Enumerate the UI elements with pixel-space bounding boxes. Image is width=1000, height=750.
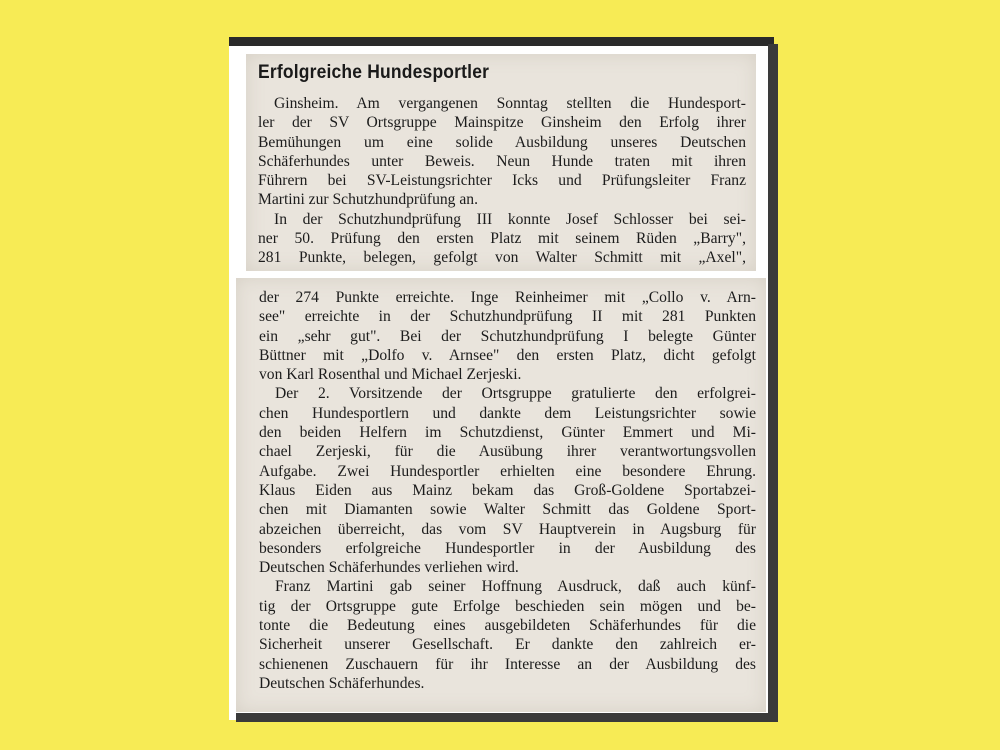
article-line: tonte die Bedeutung eines ausgebildeten Schäferhundes für die xyxy=(259,617,756,635)
article-line: Schäferhundes unter Beweis. Neun Hunde traten mit ihren xyxy=(258,152,746,170)
article-line: tig der Ortsgruppe gute Erfolge beschieden sein mögen und be- xyxy=(259,597,756,615)
article-line: see" erreichte in der Schutzhundprüfung II mit 281 Punkten xyxy=(259,308,756,326)
article-line: Klaus Eiden aus Mainz bekam das Groß-Goldene Sportabzei- xyxy=(259,481,756,499)
mount-top-edge xyxy=(229,37,774,46)
article-line: der 274 Punkte erreichte. Inge Reinheimer mit „Collo v. Arn- xyxy=(259,289,756,306)
article-line: Der 2. Vorsitzende der Ortsgruppe gratulierte den erfolgrei- xyxy=(275,385,756,403)
article-part1 xyxy=(258,94,746,268)
mount-right-shadow xyxy=(768,44,778,722)
article-line: chen Hundesportlern und dankte dem Leistungsrichter sowie xyxy=(259,404,756,422)
article-line: den beiden Helfern im Schutzdienst, Günter Emmert und Mi- xyxy=(259,424,756,442)
clipping-lower xyxy=(236,278,766,712)
article-line: In der Schutzhundprüfung III konnte Josef Schlosser bei sei- xyxy=(274,210,746,228)
article-line: von Karl Rosenthal und Michael Zerjeski. xyxy=(259,366,522,384)
article-headline: Erfolgreiche Hundesportler xyxy=(258,62,490,83)
article-line: Deutschen Schäferhundes verliehen wird. xyxy=(259,559,519,577)
article-line: 281 Punkte, belegen, gefolgt von Walter Schmitt mit „Axel", xyxy=(258,249,746,267)
article-line: Sicherheit unserer Gesellschaft. Er dankte den zahlreich er- xyxy=(259,636,756,654)
article-line: ner 50. Prüfung den ersten Platz mit seinem Rüden „Barry", xyxy=(258,230,746,248)
article-line: Bemühungen um eine solide Ausbildung unseres Deutschen xyxy=(258,133,746,151)
clipping-upper xyxy=(246,54,756,271)
article-line: Martini zur Schutzhundprüfung an. xyxy=(258,191,478,209)
article-line: ler der SV Ortsgruppe Mainspitze Ginsheim den Erfolg ihrer xyxy=(258,114,746,132)
article-line: chael Zerjeski, für die Ausübung ihrer verantwortungsvollen xyxy=(259,443,756,461)
article-line: Franz Martini gab seiner Hoffnung Ausdruck, daß auch künf- xyxy=(275,578,756,596)
article-line: Aufgabe. Zwei Hundesportler erhielten eine besondere Ehrung. xyxy=(259,462,756,480)
article-line: besonders erfolgreiche Hundesportler in der Ausbildung des xyxy=(259,539,756,557)
article-line: Deutschen Schäferhundes. xyxy=(259,674,425,692)
article-line: Büttner mit „Dolfo v. Arnsee" den ersten Platz, dicht gefolgt xyxy=(259,346,756,364)
article-line: schienenen Zuschauern für ihr Interesse an der Ausbildung des xyxy=(259,655,756,673)
article-line: chen mit Diamanten sowie Walter Schmitt das Goldene Sport- xyxy=(259,501,756,519)
article-line: ein „sehr gut". Bei der Schutzhundprüfung I belegte Günter xyxy=(259,327,756,345)
article-line: abzeichen überreicht, das vom SV Hauptverein in Augsburg für xyxy=(259,520,756,538)
mount-bottom-shadow xyxy=(236,713,776,722)
article-line: Führern bei SV-Leistungsrichter Icks und Prüfungsleiter Franz xyxy=(258,172,746,190)
article-part2 xyxy=(259,288,756,693)
article-line: Ginsheim. Am vergangenen Sonntag stellten die Hundesport- xyxy=(274,95,746,112)
